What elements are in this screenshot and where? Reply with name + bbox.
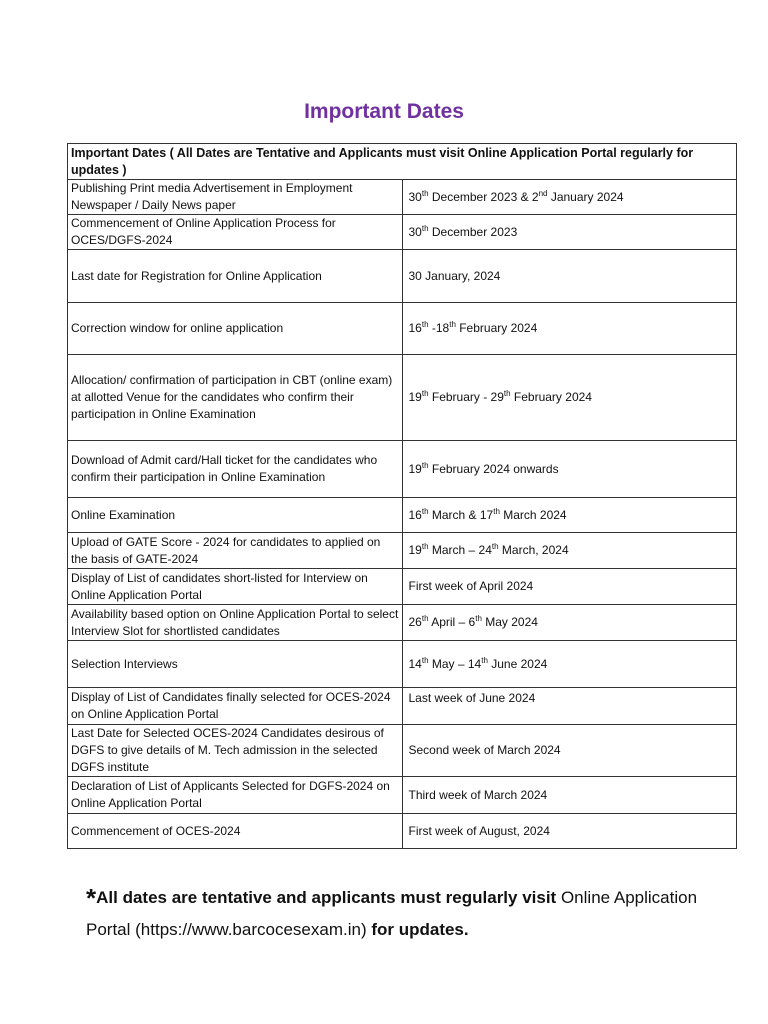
ordinal-suffix: th: [421, 460, 429, 470]
date-text: 14: [408, 656, 422, 671]
ordinal-suffix: th: [449, 320, 456, 329]
date-text: May 2024: [481, 615, 538, 629]
event-cell: Display of List of candidates short-listed for Interview on Online Application Portal: [68, 569, 403, 605]
date-text: 19: [408, 390, 422, 404]
date-text: March, 2024: [498, 543, 569, 557]
table-header: Important Dates ( All Dates are Tentative and Applicants must visit Online Application Portal regularly for updates ): [68, 144, 737, 180]
event-cell: Last Date for Selected OCES-2024 Candidates desirous of DGFS to give details of M. Tech admission in the selected DGFS institute: [68, 725, 403, 777]
table-row: [68, 777, 737, 814]
event-cell: Availability based option on Online Application Portal to select Interview Slot for shortlisted candidates: [68, 605, 403, 641]
event-cell: Correction window for online application: [68, 303, 403, 355]
event-cell: Online Examination: [68, 498, 403, 533]
date-text: 30: [408, 189, 422, 204]
date-cell: [402, 355, 737, 441]
date-text: December 2023 & 2: [428, 189, 539, 204]
date-cell: [402, 533, 737, 569]
date-text: First week of August, 2024: [408, 823, 550, 838]
footnote: [86, 882, 726, 946]
table-row: [68, 303, 737, 355]
date-cell: [402, 250, 737, 303]
date-cell: [402, 569, 737, 605]
table-row: [68, 605, 737, 641]
date-cell: [402, 180, 737, 215]
date-text: February 2024 onwards: [428, 461, 559, 476]
date-cell: [402, 688, 737, 725]
event-cell: Commencement of OCES-2024: [68, 814, 403, 849]
date-cell: [402, 605, 737, 641]
date-text: First week of April 2024: [408, 579, 534, 593]
date-text: 16: [408, 321, 422, 335]
date-text: 19: [408, 543, 422, 557]
ordinal-suffix: th: [421, 655, 429, 665]
date-text: Second week of March 2024: [408, 743, 561, 757]
important-dates-table: [67, 143, 737, 849]
date-text: 16: [408, 507, 422, 522]
table-row: [68, 688, 737, 725]
date-text: December 2023: [428, 224, 518, 239]
footnote-portal-text: Online Application Portal (https://www.barcocesexam.in): [86, 888, 698, 939]
date-text: 19: [408, 461, 422, 476]
table-row: [68, 814, 737, 849]
date-text: February - 29: [428, 390, 504, 404]
date-cell: [402, 777, 737, 814]
date-text: May – 14: [428, 656, 482, 671]
date-text: Third week of March 2024: [408, 787, 548, 802]
ordinal-suffix: th: [421, 506, 429, 516]
ordinal-suffix: th: [503, 389, 511, 398]
date-cell: [402, 641, 737, 688]
table-row: [68, 725, 737, 777]
date-text: Last week of June 2024: [408, 691, 536, 705]
event-cell: Allocation/ confirmation of participation in CBT (online exam) at allotted Venue for the candidates who confirm their participation in Online Examination: [68, 355, 403, 441]
ordinal-suffix: th: [421, 188, 429, 198]
ordinal-suffix: th: [481, 655, 488, 665]
ordinal-suffix: th: [491, 542, 499, 551]
event-cell: Upload of GATE Score - 2024 for candidates to applied on the basis of GATE-2024: [68, 533, 403, 569]
table-row: [68, 215, 737, 250]
date-cell: [402, 498, 737, 533]
footnote-bold-start: All dates are tentative and applicants must regularly visit: [96, 888, 557, 907]
page-title: Important Dates: [304, 100, 464, 123]
table-row: [68, 250, 737, 303]
date-text: March & 17: [428, 507, 494, 522]
date-text: March – 24: [428, 543, 492, 557]
footnote-bold-end: for updates.: [371, 920, 469, 939]
table-header-row: [68, 144, 737, 180]
date-cell: [402, 215, 737, 250]
event-cell: Last date for Registration for Online Application: [68, 250, 403, 303]
date-text: February 2024: [510, 390, 592, 404]
table-row: [68, 355, 737, 441]
date-cell: [402, 814, 737, 849]
table-row: [68, 498, 737, 533]
ordinal-suffix: th: [421, 614, 429, 623]
date-text: June 2024: [487, 656, 548, 671]
event-cell: Publishing Print media Advertisement in Employment Newspaper / Daily News paper: [68, 180, 403, 215]
date-text: January 2024: [547, 189, 624, 204]
table-row: [68, 569, 737, 605]
event-cell: Download of Admit card/Hall ticket for the candidates who confirm their participation in Online Examination: [68, 441, 403, 498]
date-text: 30: [408, 224, 422, 239]
date-cell: [402, 725, 737, 777]
date-cell: [402, 441, 737, 498]
ordinal-suffix: th: [421, 389, 429, 398]
table-row: [68, 641, 737, 688]
ordinal-suffix: th: [421, 320, 429, 329]
date-text: 26: [408, 615, 422, 629]
event-cell: Selection Interviews: [68, 641, 403, 688]
date-text: March 2024: [499, 507, 567, 522]
table-row: [68, 533, 737, 569]
date-cell: [402, 303, 737, 355]
ordinal-suffix: th: [475, 614, 482, 623]
event-cell: Display of List of Candidates finally selected for OCES-2024 on Online Application Portal: [68, 688, 403, 725]
ordinal-suffix: th: [421, 542, 429, 551]
table-row: [68, 441, 737, 498]
ordinal-suffix: th: [493, 506, 500, 516]
ordinal-suffix: th: [421, 223, 429, 233]
date-text: 30 January, 2024: [408, 268, 501, 283]
event-cell: Declaration of List of Applicants Selected for DGFS-2024 on Online Application Portal: [68, 777, 403, 814]
date-text: April – 6: [428, 615, 476, 629]
ordinal-suffix: nd: [538, 188, 548, 198]
footnote-asterisk: *: [86, 883, 97, 913]
event-cell: Commencement of Online Application Process for OCES/DGFS-2024: [68, 215, 403, 250]
table-row: [68, 180, 737, 215]
date-text: -18: [428, 321, 450, 335]
date-text: February 2024: [455, 321, 538, 335]
